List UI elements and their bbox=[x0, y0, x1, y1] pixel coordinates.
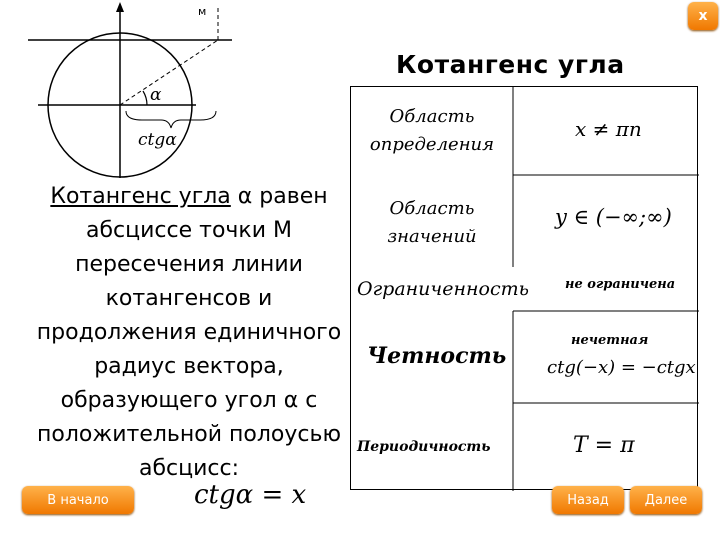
definition-line-8: положительной полоусью bbox=[37, 422, 341, 447]
parity-formula: ctg(−x) = −ctgx bbox=[547, 357, 696, 378]
definition-term: Котангенс угла bbox=[50, 184, 231, 209]
definition-line-7 bbox=[24, 384, 354, 418]
definition-line-6: радиус вектора, bbox=[94, 354, 284, 379]
alpha-symbol-2: α bbox=[283, 388, 299, 413]
ctg-label: ctgα bbox=[138, 130, 177, 150]
domain-label bbox=[351, 103, 513, 159]
next-button[interactable]: Далее bbox=[630, 486, 702, 514]
definition-line-3: пересечения линии bbox=[75, 252, 303, 277]
radius-extension bbox=[120, 40, 218, 105]
bounded-value: не ограничена bbox=[565, 277, 676, 292]
close-button[interactable]: x bbox=[688, 2, 718, 30]
domain-value: x ≠ πn bbox=[575, 117, 642, 141]
definition-line-2: абсциссе точки М bbox=[86, 218, 292, 243]
parity-label: Четность bbox=[367, 343, 507, 369]
definition-word: равен bbox=[252, 184, 328, 209]
alpha-symbol: α bbox=[237, 184, 253, 209]
domain-label-line-1: Область bbox=[389, 106, 475, 127]
period-label: Периодичность bbox=[357, 439, 491, 455]
definition-line-9: абсцисс: bbox=[138, 456, 240, 481]
definition-line-7-text: образующего угол bbox=[60, 388, 277, 413]
angle-arc bbox=[143, 91, 147, 105]
home-button[interactable]: В начало bbox=[22, 486, 134, 514]
definition-line-5: продолжения единичного bbox=[36, 320, 342, 345]
point-m-label: м bbox=[198, 5, 207, 18]
domain-label-line-2: определения bbox=[369, 134, 495, 155]
page-title: Котангенс угла bbox=[396, 50, 625, 79]
definition-line-4: котангенсов и bbox=[105, 286, 273, 311]
range-label-line-1: Область bbox=[389, 198, 475, 219]
range-label bbox=[351, 195, 513, 251]
y-axis-arrow bbox=[116, 2, 124, 12]
range-label-line-2: значений bbox=[387, 226, 477, 247]
definition-text bbox=[24, 180, 354, 486]
unit-circle-diagram bbox=[0, 0, 340, 180]
properties-table bbox=[350, 86, 698, 490]
definition-line-1 bbox=[24, 180, 354, 214]
main-formula: ctgα = x bbox=[194, 480, 307, 510]
range-value: y ∈ (−∞;∞) bbox=[555, 205, 672, 229]
period-value: T = π bbox=[573, 433, 635, 458]
parity-value: нечетная bbox=[571, 333, 649, 348]
definition-line-7-end: с bbox=[298, 388, 318, 413]
ctg-brace bbox=[126, 111, 216, 128]
bounded-label: Ограниченность bbox=[357, 278, 529, 300]
angle-label: α bbox=[150, 85, 162, 105]
back-button[interactable]: Назад bbox=[552, 486, 624, 514]
